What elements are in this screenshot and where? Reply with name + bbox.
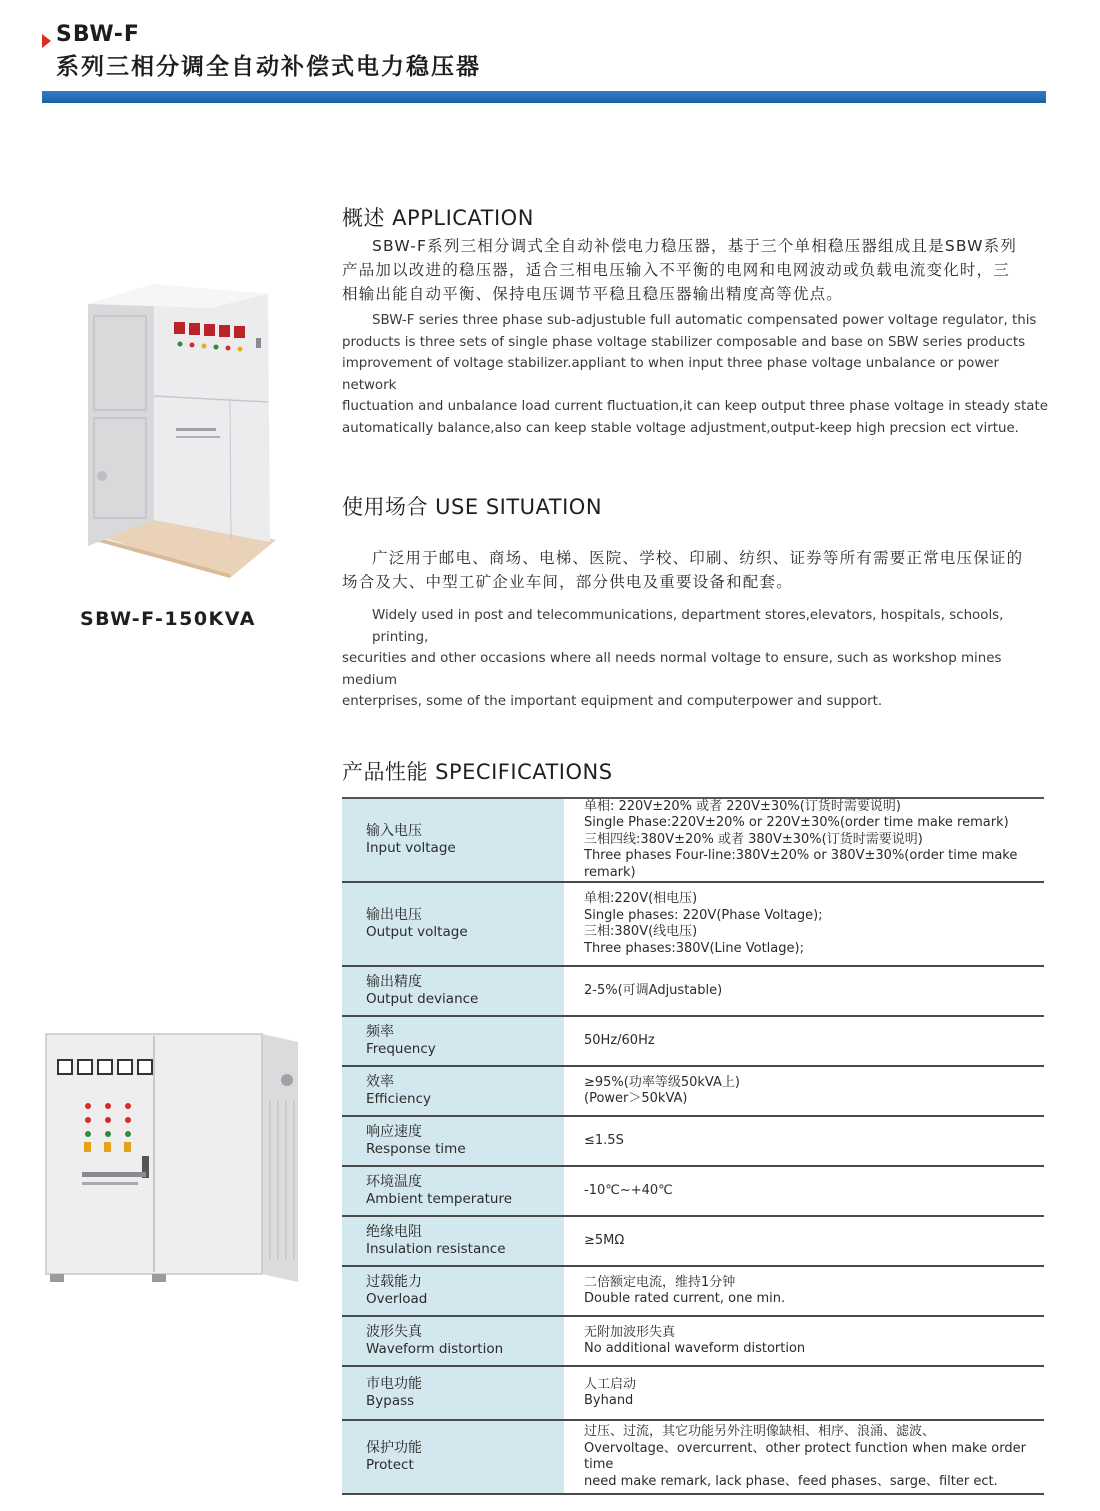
spec-value [564,1017,1044,1065]
spec-label-cn: 过载能力 [366,1274,422,1290]
use-situation-en-text [342,605,1052,713]
spec-label-cn: 输入电压 [366,823,422,839]
spec-value-line: 无附加波形失真 [584,1324,676,1340]
spec-row-bypass [342,1367,1044,1421]
spec-value-line: Three phases:380V(Line Votlage); [584,940,804,956]
spec-label-cn: 绝缘电阻 [366,1224,422,1240]
product-photo-cabinet [80,278,280,578]
application-cn-line: 产品加以改进的稳压器，适合三相电压输入不平衡的电网和电网波动或负载电流变化时，三 [342,261,1011,279]
use-situation-cn-line: 场合及大、中型工矿企业车间，部分供电及重要设备和配套。 [342,573,793,591]
application-heading: 概述 APPLICATION [342,206,534,230]
spec-row-output-deviance [342,967,1044,1017]
spec-label-cn: 保护功能 [366,1440,422,1456]
spec-value-line: ≥5MΩ [584,1232,625,1248]
spec-value-line: 二倍额定电流，维持1分钟 [584,1274,736,1290]
use-situation-en-line: enterprises, some of the important equipment and computerpower and support. [342,694,883,710]
spec-value-line: 过压、过流，其它功能另外注明像缺相、相序、浪涌、滤波、 [584,1424,936,1439]
product-caption: SBW-F-150KVA [80,608,256,630]
spec-value-line: 三相四线:380V±20% 或者 380V±30%(订货时需要说明) [584,831,923,847]
spec-value-line: 50Hz/60Hz [584,1032,655,1048]
spec-row-frequency [342,1017,1044,1067]
spec-label-en: Insulation resistance [366,1241,506,1257]
spec-label [342,1317,564,1365]
application-en-line: products is three sets of single phase voltage stabilizer composable and base on SBW series products [342,334,1026,350]
header-model: SBW-F [56,22,140,47]
spec-value-line: Overvoltage、overcurrent、other protect function when make order time [584,1440,1026,1472]
spec-label-en: Frequency [366,1041,436,1057]
spec-label-en: Input voltage [366,840,456,856]
spec-value [564,1367,1044,1419]
spec-value-line: Single phases: 220V(Phase Voltage); [584,907,823,923]
spec-value-line: ≥95%(功率等级50kVA上) [584,1074,740,1090]
spec-value-line: (Power＞50kVA) [584,1091,688,1106]
spec-row-overload [342,1267,1044,1317]
spec-label-cn: 频率 [366,1024,394,1040]
spec-value-line: Double rated current, one min. [584,1291,786,1306]
spec-value [564,1117,1044,1165]
application-en-line: automatically balance,also can keep stable voltage adjustment,output-keep high precsion ect virtue. [342,420,1019,436]
spec-label-en: Response time [366,1141,466,1157]
application-cn-line: 相输出能自动平衡、保持电压调节平稳且稳压器输出精度高等优点。 [342,285,844,303]
spec-value-line: -10℃~+40℃ [584,1182,673,1198]
spec-row-protect [342,1421,1044,1495]
spec-label [342,1367,564,1419]
spec-value-line: 单相:220V(相电压) [584,891,698,906]
spec-label [342,1017,564,1065]
spec-value [564,1421,1044,1493]
application-cn-line: SBW-F系列三相分调式全自动补偿电力稳压器，基于三个单相稳压器组成且是SBW系列 [372,237,1018,255]
spec-label-en: Output deviance [366,991,479,1007]
use-situation-cn-text [342,546,1052,594]
spec-row-ambient-temperature [342,1167,1044,1217]
spec-label-en: Bypass [366,1393,415,1409]
header-title: 系列三相分调全自动补偿式电力稳压器 [56,54,481,80]
product-photo-double-cabinet [42,1030,302,1290]
spec-value-line: Three phases Four-line:380V±20% or 380V±30%(order time make remark) [584,848,1018,880]
spec-label-en: Efficiency [366,1091,432,1107]
spec-value [564,1217,1044,1265]
specifications-table [342,797,1044,1495]
spec-value-line: ≤1.5S [584,1132,624,1148]
spec-value-line: Single Phase:220V±20% or 220V±30%(order time make remark) [584,815,1009,831]
spec-label-cn: 输出精度 [366,974,422,990]
spec-label-cn: 效率 [366,1074,394,1090]
application-cn-text [342,234,1052,306]
spec-value [564,1067,1044,1115]
spec-label [342,967,564,1015]
spec-row-response-time [342,1117,1044,1167]
spec-label-en: Protect [366,1457,414,1473]
header-arrow-icon [42,34,51,48]
application-en-text [342,310,1052,440]
spec-value [564,1167,1044,1215]
spec-value [564,1267,1044,1315]
spec-value [564,883,1044,965]
spec-label [342,1067,564,1115]
spec-row-efficiency [342,1067,1044,1117]
specifications-heading: 产品性能 SPECIFICATIONS [342,760,613,784]
spec-label-cn: 波形失真 [366,1324,422,1340]
use-situation-heading: 使用场合 USE SITUATION [342,495,603,519]
spec-row-input-voltage [342,799,1044,883]
spec-label [342,1421,564,1493]
spec-label-en: Output voltage [366,924,468,940]
spec-label [342,799,564,881]
spec-label-en: Ambient temperature [366,1191,513,1207]
spec-label-en: Waveform distortion [366,1341,504,1357]
spec-row-insulation-resistance [342,1217,1044,1267]
spec-value-line: No additional waveform distortion [584,1341,806,1356]
spec-value [564,1317,1044,1365]
spec-row-output-voltage [342,883,1044,967]
spec-value-line: 人工启动 [584,1376,637,1392]
spec-value-line: 2-5%(可调Adjustable) [584,982,723,998]
header-divider-bar [42,91,1046,103]
spec-label-en: Overload [366,1291,428,1307]
spec-label [342,1217,564,1265]
use-situation-en-line: securities and other occasions where all needs normal voltage to ensure, such as workshop mines medium [342,651,1002,688]
spec-row-waveform-distortion [342,1317,1044,1367]
spec-label [342,1267,564,1315]
spec-value-line: need make remark, lack phase、feed phases、sarge、filter ect. [584,1473,998,1489]
spec-label-cn: 响应速度 [366,1124,422,1140]
spec-label-cn: 输出电压 [366,907,422,923]
spec-label-cn: 市电功能 [366,1376,422,1392]
use-situation-en-line: Widely used in post and telecommunications, department stores,elevators, hospitals, schools, printing, [372,608,1004,645]
spec-value [564,799,1044,881]
spec-value-line: Byhand [584,1393,634,1408]
spec-label [342,1117,564,1165]
spec-label [342,883,564,965]
spec-label [342,1167,564,1215]
use-situation-cn-line: 广泛用于邮电、商场、电梯、医院、学校、印刷、纺织、证券等所有需要正常电压保证的 [372,549,1024,567]
spec-label-cn: 环境温度 [366,1174,422,1190]
application-en-line: SBW-F series three phase sub-adjustuble full automatic compensated power voltage regulator, this [372,313,1037,328]
application-en-line: improvement of voltage stabilizer.appliant to when input three phase voltage unbalance or power network [342,356,1000,393]
spec-value-line: 三相:380V(线电压) [584,924,698,939]
spec-value-line: 单相: 220V±20% 或者 220V±30%(订货时需要说明) [584,798,901,814]
application-en-line: fluctuation and unbalance load current fluctuation,it can keep output three phase voltage in steady state [342,399,1048,415]
spec-value [564,967,1044,1015]
